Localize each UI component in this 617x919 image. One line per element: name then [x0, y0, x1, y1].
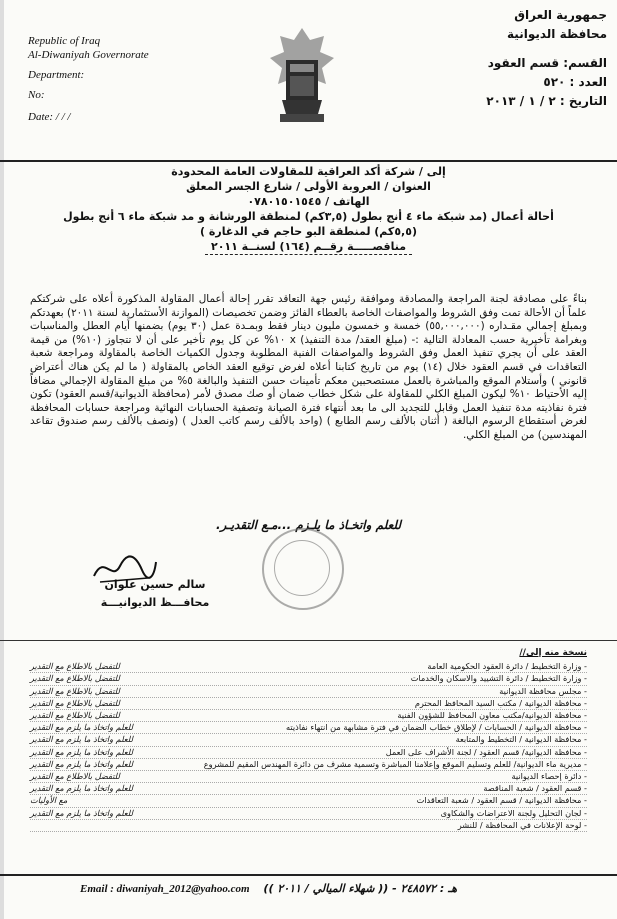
footer-email: Email : diwaniyah_2012@yahoo.com: [80, 883, 250, 895]
copy-recipient: - مديرية ماء الديوانية/ للعلم وتسليم الموقع وإعلامنا المباشرة وتسمية مشرف من دائرة المهندس المقيم للمشروع: [203, 758, 587, 769]
copy-recipient: - دائرة إحصاء الديوانية: [511, 771, 587, 782]
copy-row: [30, 698, 587, 710]
recipient-company: إلى / شركة أكد العراقية للمقاولات العامة المحدودة: [171, 165, 446, 178]
copy-recipient: - لوحة الإعلانات في المحافظة / للنشر: [457, 819, 587, 830]
official-stamp: [262, 528, 344, 610]
copy-recipient: - قسم العقود / شعبة المناقصة: [483, 783, 587, 794]
signatory-title: محافـــظ الديوانيـــة: [100, 596, 210, 609]
header-governorate: Al-Diwaniyah Governorate: [28, 49, 149, 61]
english-header: [28, 34, 228, 124]
copy-note: للتفضل بالاطلاع مع التقدير: [30, 685, 120, 696]
copy-row: [30, 759, 587, 771]
header-governorate-ar: محافظة الديوانية: [507, 27, 607, 41]
closing-line: للعلم واتخـاذ ما يلـزم ...مـع التقديـر.: [216, 518, 401, 532]
copy-note: للعلم واتخاذ ما يلزم مع التقدير: [30, 758, 133, 769]
copies-list: [30, 648, 587, 832]
copy-note: للعلم واتخاذ ما يلزم مع التقدير: [30, 734, 133, 745]
copy-note: مع الأوليات: [30, 795, 68, 806]
copy-recipient: - وزارة التخطيط / دائرة العقود الحكومية العامة: [427, 661, 587, 672]
copy-recipient: - محافظة الديوانية / مكتب السيد المحافظ المحترم: [414, 697, 587, 708]
copy-note: للتفضل بالاطلاع مع التقدير: [30, 673, 120, 684]
stamp-inner-ring: [274, 540, 330, 596]
copy-row: [30, 710, 587, 722]
header-divider: [0, 160, 617, 162]
header-date: Date: / / /: [28, 111, 71, 123]
header-country-ar: جمهورية العراق: [514, 8, 607, 22]
copy-note: للتفضل بالاطلاع مع التقدير: [30, 710, 120, 721]
header-country: Republic of Iraq: [28, 35, 101, 47]
copy-recipient: - محافظة الديوانية / الحسابات / لإطلاق خطاب الضمان في فترة مشابهة من انتهاء نفاذيته: [286, 722, 587, 733]
signatory-block: [80, 556, 230, 612]
copies-divider: [0, 640, 617, 641]
copy-note: للتفضل بالاطلاع مع التقدير: [30, 771, 120, 782]
copy-note: للعلم واتخاذ ما يلزم مع التقدير: [30, 807, 133, 818]
tender-number: مناقصـــــة رقــم (١٦٤) لسنــة ٢٠١١: [205, 239, 412, 255]
header-number-ar: العدد : ٥٢٠: [543, 75, 607, 89]
signatory-name: سالم حسين علوان: [104, 578, 206, 591]
copy-recipient: - مجلس محافظة الديوانية: [499, 685, 587, 696]
header-department: Department:: [28, 69, 85, 81]
recipient-street: العنوان / العروبة الأولى / شارع الجسر المعلق: [186, 180, 431, 193]
copy-recipient: - محافظة الديوانية/ قسم العقود / لجنة الأشراف على العمل: [385, 746, 587, 757]
footer-phone: هـ : ٢٤٨٥٧٢ - (( شهلاء الميالي / ٢٠١١ )): [263, 882, 458, 895]
subject-line-1: أحالة أعمال (مد شبكة ماء ٤ أنج بطول (٣,٥كم) لمنطقة الورشانة و مد شبكة ماء ٦ أنج بطول: [63, 210, 554, 223]
copy-note: للعلم واتخاذ ما يلزم مع التقدير: [30, 783, 133, 794]
copy-row: [30, 795, 587, 807]
copy-row: [30, 783, 587, 795]
copy-note: للتفضل بالاطلاع مع التقدير: [30, 661, 120, 672]
copy-row: [30, 747, 587, 759]
copy-row: [30, 686, 587, 698]
copy-note: للتفضل بالاطلاع مع التقدير: [30, 697, 120, 708]
copy-recipient: - محافظة الديوانية / التخطيط والمتابعة: [455, 734, 587, 745]
copy-recipient: - محافظة الديوانية/مكتب معاون المحافظ للشؤون الفنية: [397, 710, 587, 721]
iraq-emblem: [262, 22, 342, 140]
copy-recipient: - وزارة التخطيط / دائرة التشييد والاسكان والخدمات: [410, 673, 587, 684]
header-no: No:: [28, 89, 45, 101]
header-date-ar: التاريخ : ٢ / ١ / ٢٠١٣: [486, 94, 607, 108]
copy-row: [30, 734, 587, 746]
copy-row: [30, 722, 587, 734]
copy-recipient: - محافظة الديوانية / قسم العقود / شعبة التعاقدات: [416, 795, 587, 806]
copy-row: [30, 820, 587, 832]
footer: [80, 882, 557, 895]
subject-line-2: (٥,٥كم) لمنطقة البو حاجم في الدغارة ): [200, 225, 417, 238]
recipient-phone: الهاتف / ٠٧٨٠١٥٠١٥٤٥: [247, 195, 370, 208]
recipient-block: [40, 164, 577, 255]
copy-row: [30, 673, 587, 685]
letter-body: بناءً على مصادقة لجنة المراجعة والمصادقة وموافقة رئيس جهة التعاقد تقرر إحالة أعمال المقاولة المذكورة أعلاه على شركتكم علماً أن الأحالة تمت وفق الشروط والمواصفات الخاصة بالعطاء الفائز وضمن تخصيصات (الموازنة الأستثمارية لسنة ٢٠١١) بعهدتكم وبمبلغ إجمالي مقـداره (٥٥,٠٠٠,٠٠٠) خمسة و خمسون مليون دينار فقط وبمـدة عمل (٣٠ يوم) بضمنها أيام العطل والمناسبات وبغرامة تأخيرية حسب المعادلة التالية :- (مبلغ العقد/ مدة التنفيذ) x ١٠% عن كل يوم تأخير على أن لا تتجاوز (١٠%) من قيمة العقد على أن يجري تنفيذ العمل وفق الشروط والمواصفات الفنية المطلوبة وجدول الكميات الخاصة بالمقاولة ومراجعة شعبة التعاقدات في قسم العقود خلال (١٤) يوم من تاريخ كتابنا أعلاه لغرض توقيع العقد الخاص بالمقاولة ( ما لم يكن هناك أعتراض قانوني ) وأستلام الموقع والمباشرة بالعمل مستصحبين معكم تأمينات حسن التنفيذ والبالغة ٥% من مبلغ المقاولة الإجمالي مضافاً إليه الأحتياط ١٠% ليكون المبلغ الكلي للمقاولة على شكل خطاب ضمان أو صك مصدق لأمر (محافظة الديوانية/قسم العقود) تكون فترة نفاذيته مدة تنفيذ العمل وقابل للتجديد الى ما بعد أنتهاء فترة الصيانة وتصفية الحسابات النهائية ومراجعة حسابات المحافظة لغرض أستقطاع الرسوم البالغة ( أثنان بالألف رسم الطابع ) (واحد بالألف رسم كاتب العدل ) (ونصف بالألف رسم صندوق تقاعد المهندسين) من المبلغ الكلي.: [30, 293, 588, 441]
copies-title: نسخة منه إلى//: [519, 648, 587, 658]
scan-edge: [0, 0, 4, 919]
copy-row: [30, 808, 587, 820]
header-department-ar: القسم: قسم العقود: [487, 56, 607, 70]
copy-note: للعلم واتخاذ ما يلزم مع التقدير: [30, 746, 133, 757]
copy-row: [30, 771, 587, 783]
arabic-header: [447, 6, 607, 111]
copy-note: للعلم واتخاذ ما يلزم مع التقدير: [30, 722, 133, 733]
copy-row: [30, 661, 587, 673]
copy-recipient: - لجان التحليل ولجنة الاعتراضات والشكاوى: [440, 807, 587, 818]
footer-divider: [0, 874, 617, 876]
